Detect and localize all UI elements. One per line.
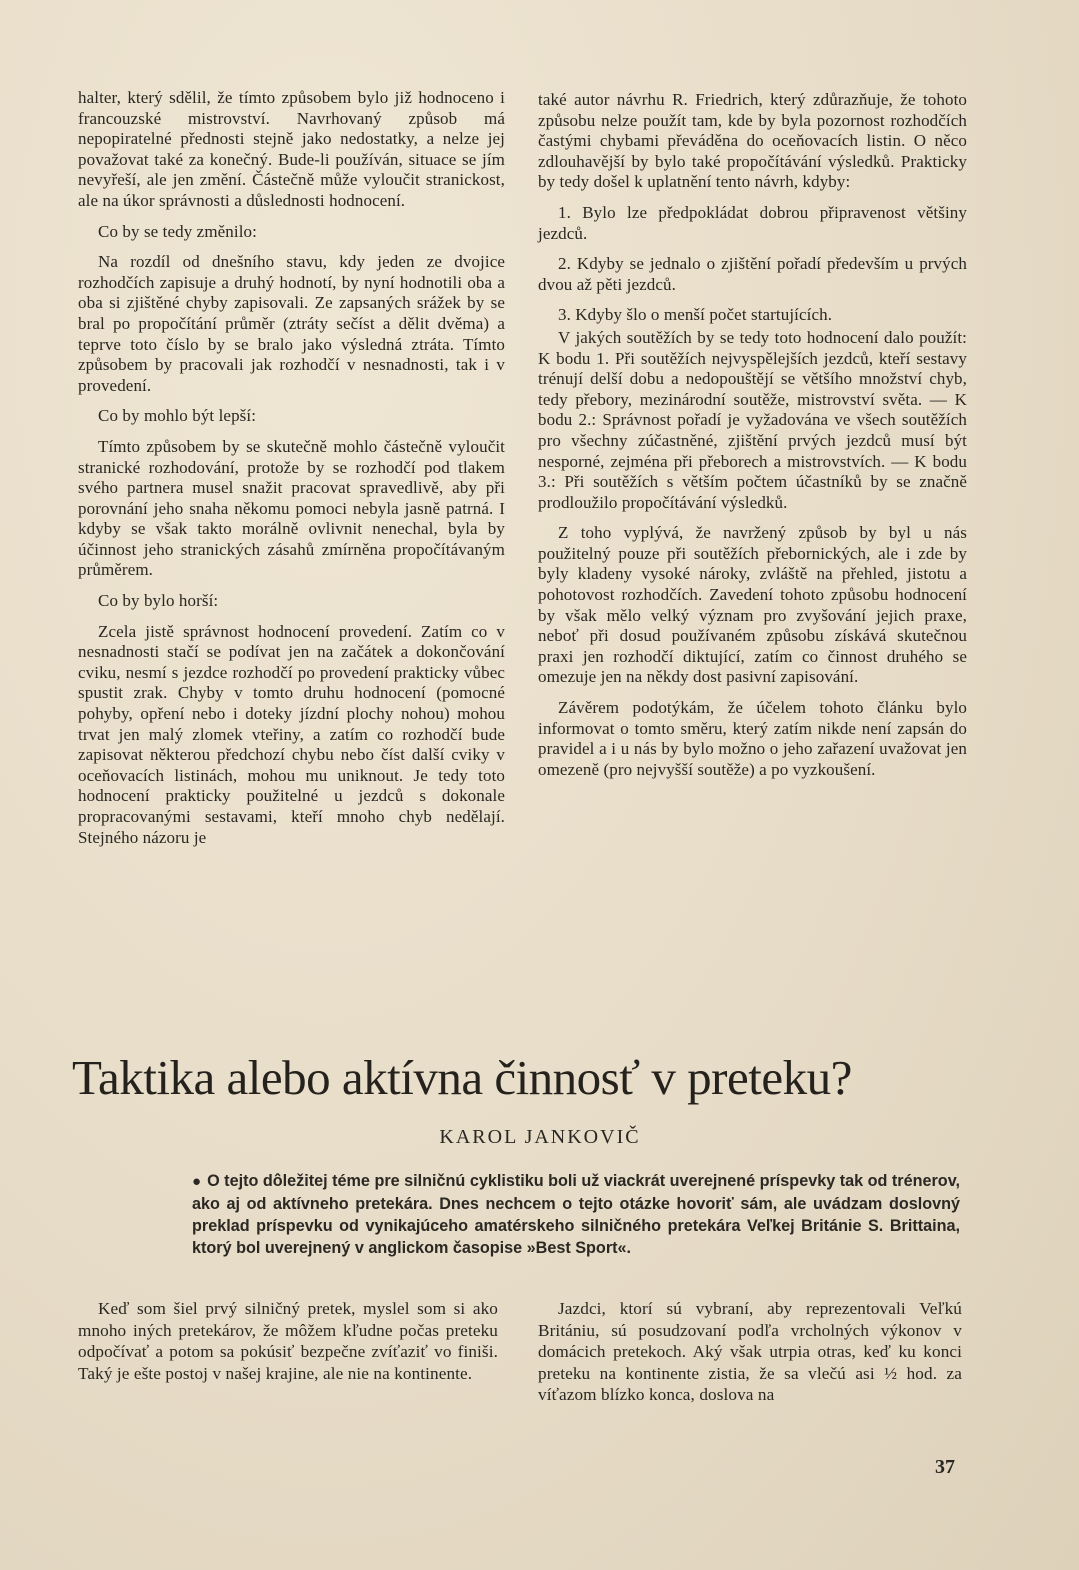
bullet-icon: ● bbox=[192, 1173, 202, 1190]
article-title: Taktika alebo aktívna činnosť v preteku? bbox=[72, 1050, 852, 1105]
article-body-right bbox=[538, 1298, 962, 1406]
paragraph: Zcela jistě správnost hodnocení provedení. Zatím co v nesnadnosti stačí se podívat jen na začátek a dokončování cviku, nesmí s jezdce rozhodčí po provedení prakticky vůbec spustit zrak. Chyby v tomto druhu hodnocení (pomocné pohyby, opření nebo i doteky jízdní plochy nohou) mohou trvat jen malý zlomek vteřiny, a zatím co rozhodčí bude zapisovat některou předchozí chybu nebo číst další cviky v oceňovacích listinách, mohou mu uniknout. Je tedy toto hodnocení prakticky použitelné u jezdců s dokonale propracovanými sestavami, kteří mnoho chyb nedělají. Stejného názoru je bbox=[78, 621, 505, 847]
paragraph: Tímto způsobem by se skutečně mohlo částečně vyloučit stranické rozhodování, protože by se rozhodčí pod tlakem svého partnera musel snažit pracovat spravedlivě, aby při porovnání jeho snaha někomu pomoci nebyla jasně patrná. I kdyby se však takto morálně ovlivnit nenechal, byla by účinnost jeho stranických zásahů zmírněna propočítávaným průměrem. bbox=[78, 436, 505, 580]
page-number: 37 bbox=[935, 1456, 955, 1478]
article-lead bbox=[192, 1170, 960, 1259]
subheading: Co by mohlo být lepší: bbox=[98, 406, 257, 426]
paragraph: Keď som šiel prvý silničný pretek, myslel som si ako mnoho iných pretekárov, že môžem kľudne počas preteku odpočívať a potom sa pokúsiť bezpečne zvíťaziť vo finiši. Taký je ešte postoj v našej krajine, ale nie na kontinente. bbox=[78, 1299, 498, 1383]
article-body-left bbox=[78, 1298, 498, 1384]
list-item: 2. Kdyby se jednalo o zjištění pořadí především u prvých dvou až pěti jezdců. bbox=[538, 254, 967, 294]
paragraph: Závěrem podotýkám, že účelem tohoto článku bylo informovat o tomto směru, který zatím nikde není zapsán do pravidel a i u nás by bylo možno o jeho zařazení uvažovat jen omezeně (pro nejvyšší soutěže) a po vyzkoušení. bbox=[538, 698, 967, 779]
left-text-column bbox=[78, 88, 505, 848]
subheading: Co by se tedy změnilo: bbox=[98, 221, 257, 241]
paragraph: Z toho vyplývá, že navržený způsob by byl u nás použitelný pouze při soutěžích přebornických, ale i zde by byly kladeny vysoké nároky, zvláště na přehled, jistotu a pohotovost rozhodčích. Zavedení tohoto způsobu hodnocení by však mělo velký význam pro zvyšování jejich praxe, neboť při dosud používaném způsobu získává skutečnou praxi jen rozhodčí diktující, zatím co činnost druhého se omezuje jen na někdy dost pasivní zapisování. bbox=[538, 523, 967, 687]
subheading: Co by bylo horší: bbox=[98, 591, 219, 611]
article-author: KAROL JANKOVIČ bbox=[439, 1126, 641, 1148]
list-item: 1. Bylo lze předpokládat dobrou připravenost většiny jezdců. bbox=[538, 202, 967, 243]
list-item: 3. Kdyby šlo o menší počet startujících. bbox=[558, 305, 833, 325]
paragraph: halter, který sdělil, že tímto způsobem bylo již hodnoceno i francouzské mistrovství. Navrhovaný způsob má nepopiratelné přednosti stejně jako nedostatky, a nelze jej považovat také za konečný. Bude-li používán, situace se jím nevyřeší, ale jen změní. Částečně může vyloučit stranickost, ale na úkor správnosti a důslednosti hodnocení. bbox=[78, 88, 505, 210]
lead-text: O tejto dôležitej téme pre silničnú cyklistiku boli už viackrát uverejnené príspevky tak od trénerov, ako aj od aktívneho pretekára. Dnes nechcem o tejto otázke hovoriť sám, ale uvádzam doslovný preklad príspevku od vynikajúceho amatérskeho silničného pretekára Veľkej Británie S. Brittaina, ktorý bol uverejnený v anglickom časopise »Best Sport«. bbox=[192, 1172, 960, 1257]
paragraph: Na rozdíl od dnešního stavu, kdy jeden ze dvojice rozhodčích zapisuje a druhý hodnotí, by nyní hodnotili oba a oba si zjištěné chyby zapisovali. Ze zapsaných srážek by se bral po propočítání průměr (ztráty sečíst a dělit dvěma) a teprve toto číslo by se bralo jako výsledná ztráta. Tímto způsobem by pracovali jak rozhodčí v nesnadnosti, tak i v provedení. bbox=[78, 252, 505, 395]
paragraph: Jazdci, ktorí sú vybraní, aby reprezentovali Veľkú Britániu, sú posudzovaní podľa vrcholných výkonov v domácich pretekoch. Aký však utrpia otras, keď ku konci preteku na kontinente zistia, že sa vlečú asi ½ hod. za víťazom blízko konca, doslova na bbox=[538, 1299, 962, 1405]
paragraph: V jakých soutěžích by se tedy toto hodnocení dalo použít: K bodu 1. Při soutěžích nejvyspělejších jezdců, kteří sestavy trénují delší dobu a nedopouštějí se většího množství chyb, tedy přebory, mezinárodní soutěže, mistrovství světa. — K bodu 2.: Správnost pořadí je vyžadována ve všech soutěžích pro všechny zúčastněné, zjištění prvých jezdců musí být nesporné, zejména při přeborech a mistrovstvích. — K bodu 3.: Při soutěžích s větším počtem účastníků by se značně prodloužilo propočítávání výsledků. bbox=[538, 327, 967, 512]
paragraph: také autor návrhu R. Friedrich, který zdůrazňuje, že tohoto způsobu nelze použít tam, kde by byla pozornost rozhodčích častými chybami převáděna do oceňovacích listin. O něco zdlouhavější by bylo také propočítávání výsledků. Prakticky by tedy došel k uplatnění tento návrh, kdyby: bbox=[538, 90, 967, 192]
right-text-column bbox=[538, 90, 967, 780]
